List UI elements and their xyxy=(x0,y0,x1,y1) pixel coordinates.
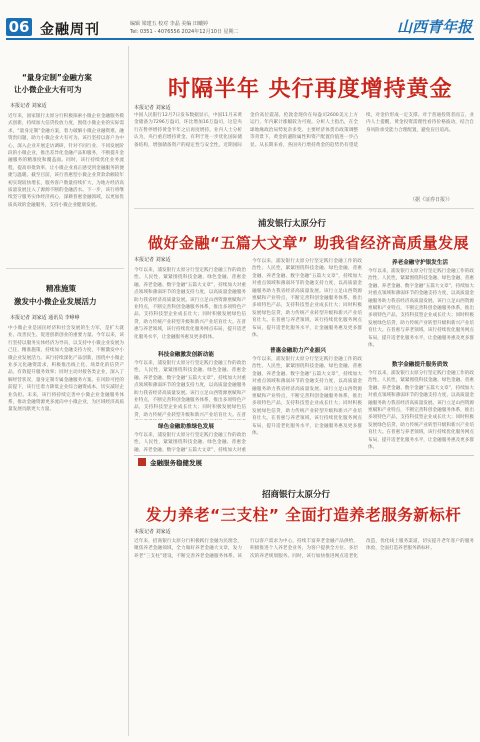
article-source: （据《证券日报》） xyxy=(410,197,453,203)
editor-line: 编辑 梁建五 校对 李晶 美编 田曦婷 xyxy=(130,21,208,27)
bank-name: 招商银行太原分行 xyxy=(262,490,331,500)
subhead: 养老金融守护银发生活 xyxy=(392,260,448,266)
section-divider xyxy=(134,208,474,209)
section-divider xyxy=(6,268,124,269)
headline: 发力养老“三支柱” 全面打造养老服务新标杆 xyxy=(146,506,462,524)
article-body: 今年以来，浦发银行太原分行坚定践行金融工作的政治性、人民性，紧紧围绕科技金融、绿色金融、普惠金融、养老金融、数字金融“五篇大文章”，持续加大对重 xyxy=(134,433,246,452)
article-byline: 本报记者 刘家适 xyxy=(134,257,171,263)
article-body: 今年以来，浦发银行太原分行坚定践行金融工作的政治性、人民性，紧紧围绕科技金融、绿色金融、普惠金融、养老金融、数字金融“五篇大文章”，持续加大对重点领域和薄弱环节的金融支持力度，以高质量金融服务助力我省经济高质量发展。该行立足山西资源禀赋和产业特点，不断完善科创金融服务体系，推出多项特色产品，支持科技型企业成长壮大；同时积极发展绿色信贷，助力传统产业转型升级和新兴产业培育壮大。在普惠与养老领域，该行持续优化服务网点布局，提升适老化服务水平，让金融服务惠及更多群体。 xyxy=(368,269,474,349)
article-body: 中国人民银行12月7日发布数据显示，中国11月末黄金储备为7296万盎司，环比增加16万盎司，这是央行在暂停增持黄金半年之后再度增持。业内人士分析认为，央行重启增持黄金，有利于进一步优化国际储备结构，增强储备资产的稳定性与安全性。近期国际金价高位震荡，伦敦金现价在每盎司2600美元上方运行，年内累计涨幅较为可观。分析人士指出，在全球地缘政治局势复杂多变、主要经济体货币政策调整等背景下，黄金的避险属性和资产配置价值进一步凸显。从长期来看，各国央行增持黄金的趋势仍有望延续，对金价形成一定支撑。对于普通投资者而言，业内人士提醒，黄金投资需理性看待价格波动，结合自身风险承受能力合理配置，避免盲目追高。 xyxy=(134,113,474,148)
newspaper-logo xyxy=(395,15,475,37)
article-body: 中小微企业是国民经济和社会发展的生力军，是扩大就业、改善民生、促进创新创业的重要力量。今年以来，该行坚持以服务实体经济为导向，以支持中小微企业发展为己任，精准施策，持续加大金融支持力度，不断激发中小微企业发展活力。该行持续深化产品创新，围绕中小微企业多元化融资需求，积极推出线上化、场景化的信贷产品，有效提升服务效率；同时主动对接各类企业，深入了解经营状况，量身定制专属金融服务方案。在风险可控的前提下，该行还着力降低企业综合融资成本，切实减轻企业负担。未来，该行将持续完善中小微企业金融服务体系，推动金融资源更多流向中小微企业，为区域经济高质量发展贡献更大力量。 xyxy=(8,326,124,413)
subhead: 数字金融提升服务质效 xyxy=(392,362,448,368)
subhead: 科技金融激发创新动能 xyxy=(158,352,214,358)
article-byline: 本报记者 刘家适 xyxy=(134,529,171,535)
header-rule xyxy=(6,38,474,40)
article-title-line1: 精准施策 xyxy=(46,284,76,293)
date-line: Tel: 0351 - 4076556 2024年12月10日 星期二 xyxy=(130,29,239,35)
svg-text:山西青年报: 山西青年报 xyxy=(397,18,473,36)
article-body: 今年以来，浦发银行太原分行坚定践行金融工作的政治性、人民性，紧紧围绕科技金融、绿色金融、普惠金融、养老金融、数字金融“五篇大文章”，持续加大对重点领域和薄弱环节的金融支持力度，以高质量金融服务助力我省经济高质量发展。该行立足山西资源禀赋和产业特点，不断完善科创金融服务体系，推出多项特色产品，支持科技型企业成长壮大；同时积极发展绿色信贷，助力传统产业转型升级和新兴产业培育壮大。在普惠与养老领域，该行持续优化服务网点布局，提升适老化服务水平，让金融服务惠及更多群体。 xyxy=(252,357,362,437)
article-title-line2: 激发中小微企业发展活力 xyxy=(14,297,97,306)
headline: 时隔半年 央行再度增持黄金 xyxy=(168,77,453,102)
article-byline: 本报记者 刘家适 通讯员 李峥峥 xyxy=(10,315,80,321)
section-tag: 金融服务稳健发展 xyxy=(150,459,202,467)
subhead: 绿色金融助推绿色发展 xyxy=(158,424,214,430)
article-body: 今年以来，浦发银行太原分行坚定践行金融工作的政治性、人民性，紧紧围绕科技金融、绿色金融、普惠金融、养老金融、数字金融“五篇大文章”，持续加大对重点领域和薄弱环节的金融支持力度，以高质量金融服务助力我省经济高质量发展。该行立足山西资源禀赋和产业特点，不断完善科创金融服务体系，推出多项特色产品，支持科技型企业成长壮大；同时积极发展绿色信贷，助力传统产业转型升级和新兴产业培育壮大。在普惠与养老领域，该行持续优化服务网点布局，提升适老化服务水平，让金融服务惠及更多群体。 xyxy=(368,371,474,451)
page-number: 06 xyxy=(6,18,32,36)
bank-name: 浦发银行太原分行 xyxy=(258,219,327,229)
column-divider xyxy=(128,46,129,736)
article-body: 今年以来，浦发银行太原分行坚定践行金融工作的政治性、人民性，紧紧围绕科技金融、绿色金融、普惠金融、养老金融、数字金融“五篇大文章”，持续加大对重点领域和薄弱环节的金融支持力度，以高质量金融服务助力我省经济高质量发展。该行立足山西资源禀赋和产业特点，不断完善科创金融服务体系，推出多项特色产品，支持科技型企业成长壮大；同时积极发展绿色信贷，助力传统产业转型升级和新兴产业培育壮大。在普惠与养老领域，该行持续优化服务网点布局，提升适老化服务水平，让金融服务惠及更多群体。 xyxy=(252,259,362,339)
article-byline: 本报记者 刘家适 xyxy=(10,103,47,109)
article-body: 近年来，招商银行太原分行积极践行金融为民理念，聚焦养老金融领域，全力做好养老金融大文章，发力养老“三支柱”建设，不断完善养老金融服务体系。该行以客户需求为中心，持续丰富养老金融产品供给，积极推进个人养老金业务，为客户提供全方位、多层次的养老规划服务。同时，该行加快推进网点适老化改造，优化线上服务渠道，切实提升老年客户的服务体验，全面打造养老服务新标杆。 xyxy=(134,539,474,559)
article-body: 近年来，国家银行太原分行积极探索小微企业金融服务模式创新，持续加大信贷投放力度，围绕小微企业的实际需求，“量身定制”金融方案，着力破解小微企业融资难、融资贵问题，助力小微企业大有可为。该行坚持以客户为中心，深入企业开展走访调研，针对不同行业、不同发展阶段的小微企业，推出差异化金融产品和服务，不断提升金融服务的精准度和覆盖面。同时，该行持续优化业务流程，提高审批效率，让小微企业真正感受到金融服务的便捷与温暖。截至目前，该行普惠型小微企业贷款余额较年初实现较快增长，服务客户数量持续扩大，为地方经济高质量发展注入了源源不断的金融活水。下一步，该行将继续坚守服务实体经济初心，深耕普惠金融领域，以更加优质高效的金融服务，支持小微企业健康发展。 xyxy=(8,114,124,208)
section-tag-icon xyxy=(138,458,146,466)
masthead xyxy=(0,0,480,38)
article-byline: 本报记者 刘家适 xyxy=(134,105,171,111)
headline: 做好金融“五篇大文章” 助我省经济高质量发展 xyxy=(148,234,469,252)
article-body: 今年以来，浦发银行太原分行坚定践行金融工作的政治性、人民性，紧紧围绕科技金融、绿色金融、普惠金融、养老金融、数字金融“五篇大文章”，持续加大对重点领域和薄弱环节的金融支持力度，以高质量金融服务助力我省经济高质量发展。该行立足山西资源禀赋和产业特点，不断完善科创金融服务体系，推出多项特色产品，支持科技型企业成长壮大；同时积极发展绿色信贷，助力传统产业转型升级和新兴产业培育壮大。在普惠与养老领域，该行持续优化服务网点布局，提升适老化服务水平，让金融服务惠及更多群体。 xyxy=(134,268,246,340)
section-divider xyxy=(134,455,474,456)
article-title-line2: 让小微企业大有可为 xyxy=(14,85,82,94)
section-name: 金融周刊 xyxy=(40,22,100,38)
subhead: 普惠金融助力产业振兴 xyxy=(270,348,326,354)
article-body: 今年以来，浦发银行太原分行坚定践行金融工作的政治性、人民性，紧紧围绕科技金融、绿色金融、普惠金融、养老金融、数字金融“五篇大文章”，持续加大对重点领域和薄弱环节的金融支持力度，以高质量金融服务助力我省经济高质量发展。该行立足山西资源禀赋和产业特点，不断完善科创金融服务体系，推出多项特色产品，支持科技型企业成长壮大；同时积极发展绿色信贷，助力传统产业转型升级和新兴产业培育壮大。在普 xyxy=(134,361,246,418)
article-title-line1: “量身定制”金融方案 xyxy=(22,73,92,82)
